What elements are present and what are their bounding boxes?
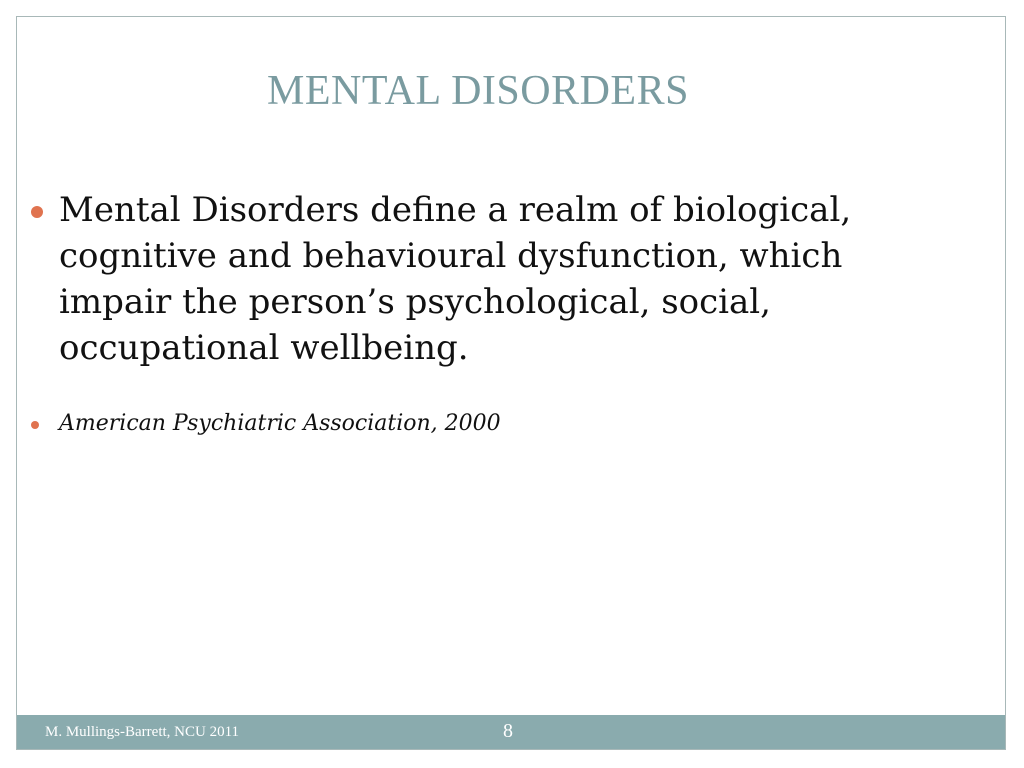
footer-author: M. Mullings-Barrett, NCU 2011 [45, 724, 240, 740]
slide [16, 16, 1006, 750]
bullet-text: Mental Disorders define a realm of biological, cognitive and behavioural dysfunction, which impair the person’s psychological, social, occupational wellbeing. [59, 190, 852, 368]
slide-title: MENTAL DISORDERS [267, 68, 689, 114]
bullet-dot-icon [31, 421, 39, 429]
bullet-item-definition [27, 187, 859, 371]
page-number: 8 [503, 720, 513, 742]
bullet-list [27, 187, 987, 439]
bullet-dot-icon [31, 206, 43, 218]
citation-text: American Psychiatric Association, 2000 [59, 411, 501, 436]
bullet-item-citation [27, 409, 987, 439]
footer-bar [17, 715, 1005, 749]
